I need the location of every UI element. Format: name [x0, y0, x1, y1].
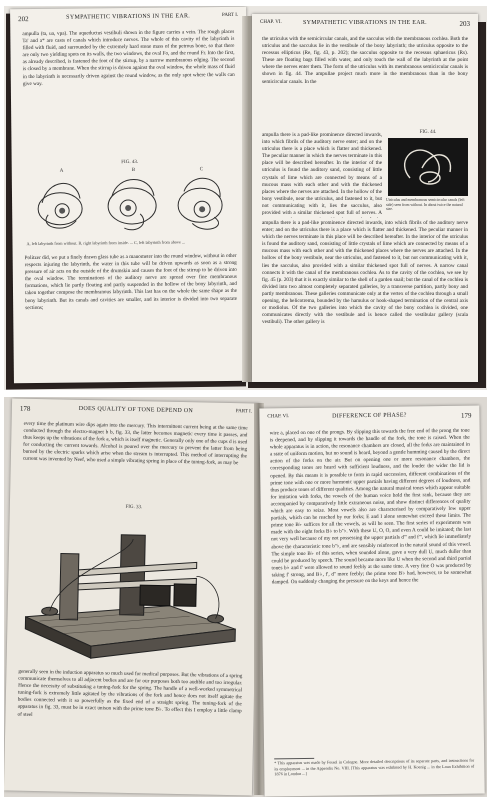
- chapter-label: CHAP. VI.: [267, 414, 290, 420]
- body-text-continued: ampulla there is a pad-like prominence directed inwards, into which fibrils of the auditory nerve enter; and on the utriculus there is a place which is flatter and thickened. The peculiar manner in which the nerves terminate in this place will be described hereafter. In the interior of the utriculus is found the auditory sand, consisting of little crystals of lime which are connected by means of a mucous mass with each other and with the thickened places where the nerves are attached. In the hollow of the bony vestibule, near the utriculus, and fastened to it, but not communicating with it, lies the sacculus, also provided with a similar thickened spot full of nerves. A narrow canal connects it with the canal of the membranous cochlea. As to the cavity of the cochlea, we see by fig. 45 (p. 203) that it is exactly similar to the shell of a garden snail; but the canal of the cochlea is divided into two almost completely separated galleries, by a transverse partition, partly bony and partly membranous. These galleries communicate only at the vertex of the cochlea through a small opening, the helicotrema, bounded by the hamulus or hook-shaped termination of the central axis or modiolus. Of the two galleries into which the cavity of the bony cochlea is divided, one communicates directly with the vestibule and is hence called the vestibular gallery (scala vestibuli). The other gallery is: [262, 220, 468, 326]
- body-text: every time the platinum wire dips again into the mercury. This intermittent current being at the same time conducted through the electro-magnet b b, fig. 33, the latter becomes magnetic every time it passes, and thus keeps up the vibrations of the fork a, which is itself magnetic. Generally only one of the cups d is used for conducting the current towards. Alcohol is poured over the mercury to prevent the latter from being burned by the electric sparks which arise when the stream is interrupted. This method of interrupting the current was invented by Neef, who used a simple vibrating spring in place of the tuning-fork, as may be: [22, 420, 248, 467]
- page-header: [267, 412, 471, 425]
- part-label: PART I.: [221, 12, 239, 19]
- figure-label: FIG. 43.: [121, 159, 139, 166]
- figure-label: FIG. 44.: [419, 130, 437, 135]
- figure-letter-a: A: [59, 168, 64, 174]
- tuning-fork-apparatus-figure: [19, 513, 246, 668]
- part-label: PART I.: [235, 409, 252, 415]
- page-header: [260, 20, 470, 30]
- right-page-179: [259, 405, 484, 796]
- running-title: DOES QUALITY OF TONE DEPEND ON: [78, 405, 194, 415]
- running-title: DIFFERENCE OF PHASE?: [332, 412, 407, 420]
- running-title: SYMPATHETIC VIBRATIONS IN THE EAR.: [303, 20, 427, 26]
- chapter-label: CHAP. VI.: [260, 20, 282, 25]
- page-number: 178: [19, 404, 31, 413]
- body-text: wire a, placed on one of the prongs. By slipping this towards the free end of the prong the tone is deepened, and by slipping it towards the handle of the fork, the tone is raised. When the whole apparatus is in action, the resonance chambers are closed, all the forks are maintained in a state of uniform motion, but no sound is heard, beyond a gentle humming caused by the direct action of the forks on the air. But on opening one or more resonance chambers, the corresponding tones are heard with sufficient loudness, and the louder the wider the lid is opened. By this means it is possible to form in rapid succession, different combinations of the prime tone with one or more harmonic upper partials having different degrees of loudness, and thus produce tones of different qualities. Among the natural musical tones which appear suitable for imitation with forks, the vowels of the human voice hold the first rank, because they are accompanied by comparatively little extraneous noise, and show distinct differences of quality which are easy to seize. Most vowels also are characterised by comparatively low upper partials, which can be reached by our forks; E and I alone somewhat exceed these limits. The prime tone B♭ suffices for all the vowels, as will be seen. The first series of experiments was made with the eight forks B♭ to b''♭. With these U, O, O, and even A could be imitated; the last not very well because of my not possessing the upper partials d''' and f''', which lie immediately above the characteristic tone b''♭, and are sensibly reinforced in the natural sound of this vowel. The simple tone B♭ of this series, when sounded alone, gave a very dull U, much duller than could be produced by speech. The sound became more like U when the second and third partial tones b♭ and f' were allowed to sound feebly at the same time. A very fine O was produced by taking f' strong, and B♭, f', d'' more feebly; the prime tone B♭ had, however, to be somewhat damped. On suddenly changing the pressure on the keys and hence the: [269, 427, 472, 586]
- body-text: generally seen in the induction apparatus so much used for medical purposes. But the vibrations of a spring communicate themselves to all adjacent bodies and are for our purposes both too audible and too irregular. Hence the necessity of substituting a tuning-fork for the spring. The handle of a well-worked symmetrical tuning-fork is extremely little agitated by the vibrations of the fork and hence does not itself agitate the bodies connected with it so powerfully as the fixed end of a straight spring. The tuning-fork of the apparatus in fig. 33, must be in exact unison with the prime tone B♭. To effect this I employ a little clamp of steel: [17, 668, 243, 718]
- footnote: * This apparatus was made by Fessel in Cologne. More detailed descriptions of its separate parts, and instructions for its employment ... in the Appendix No. VIII. [This apparatus was exhibited by H. Koenig ... in the Loan Exhibition of 1876 in London ...]: [274, 757, 475, 777]
- page-header: [20, 405, 252, 420]
- page-header: [18, 13, 238, 25]
- running-title: SYMPATHETIC VIBRATIONS IN THE EAR.: [66, 13, 191, 21]
- left-page-178: [4, 398, 260, 795]
- figure-letter-c: C: [199, 167, 204, 173]
- body-text: ampulla (ta, ua, vpa). The aqueductus vestibuli shown in the figure carries a vein. The rough places Ta' and a* are casts of canals which introduce nerves. The whole of this cavity of the labyrinth is filled with fluid, and surrounded by the extremely hard stone mass of the petrous bone, so that there are only two yielding spots on its walls, the two windows, the oval Fo, and the round Fr. Into the first, as already described, is fastened the foot of the stirrup, by a narrow membranous edging. The second is closed by a membrane. When the stirrup is driven against the oval window, the whole mass of fluid in the labyrinth is necessarily driven against the round window, as the only spot where the walls can give way.: [22, 28, 235, 87]
- left-page-202: [10, 7, 250, 383]
- membranous-labyrinth-figure: [388, 138, 468, 196]
- body-text: the utriculus with the semicircular canals, and the sacculus with the membranous cochlea. Both the utriculus and the sacculus lie in the vestibule of the bony labyrinth; the utriculus opposite to the recessus ellipticus (Re, fig. 43, p. 202); the sacculus opposite to the recessus sphaericus (Rs). These are floating bags filled with water, and only touch the wall of the labyrinth at the point where the nerves enter them. The form of the utriculus with its membranous semicircular canals is shown in fig. 44. The ampullae project much more in the membranous than in the bony semicircular canals. In the: [262, 36, 468, 85]
- body-text-column: ampulla there is a pad-like prominence directed inwards, into which fibrils of the auditory nerve enter; and on the utriculus there is a place which is flatter and thickened. The peculiar manner in which the nerves terminate in this place will be described hereafter. In the interior of the utriculus is found the auditory sand, consisting of little crystals of lime which are connected by means of a mucous mass with each other and with the thickened places where the nerves are attached. In the hollow of the bony vestibule, near the utriculus, and fastened to it, but not communicating with it, lies the sacculus, also provided with a similar thickened spot full of nerves. A: [262, 132, 382, 217]
- figure-label: FIG. 33.: [125, 504, 143, 511]
- figure-caption: Utriculus and membranous semicircular canals (left side) seen from without. In about twice the natural size.: [386, 198, 465, 212]
- bottom-book-photo: [4, 397, 487, 797]
- figure-letter-b: B: [131, 167, 136, 173]
- figure-caption: A, left labyrinth from without. B, right labyrinth from inside. ... C, left labyrinth from above ...: [26, 239, 186, 247]
- right-page-203: [252, 14, 478, 382]
- page-number: 202: [18, 15, 29, 24]
- top-book-photo: [4, 6, 487, 390]
- page-number: 179: [460, 411, 472, 420]
- page-number: 203: [459, 20, 470, 28]
- labyrinth-figure: [24, 167, 237, 239]
- body-text: Politzer did, we put a finely drawn glass tube as a manometer into the round window, without in other respects injuring the labyrinth, the water in this tube will be driven upwards as soon as a strong pressure of air acts on the outside of the drumskin and causes the foot of the stirrup to be driven into the oval window. The terminations of the auditory nerve are spread over fine membranous formations, which lie partly floating and partly suspended in the hollow of the bony labyrinth, and taken together compose the membranous labyrinth. This last has on the whole the same shape as the bony labyrinth. But its canals and cavities are smaller, and its interior is divided into two separate sections;: [24, 252, 238, 311]
